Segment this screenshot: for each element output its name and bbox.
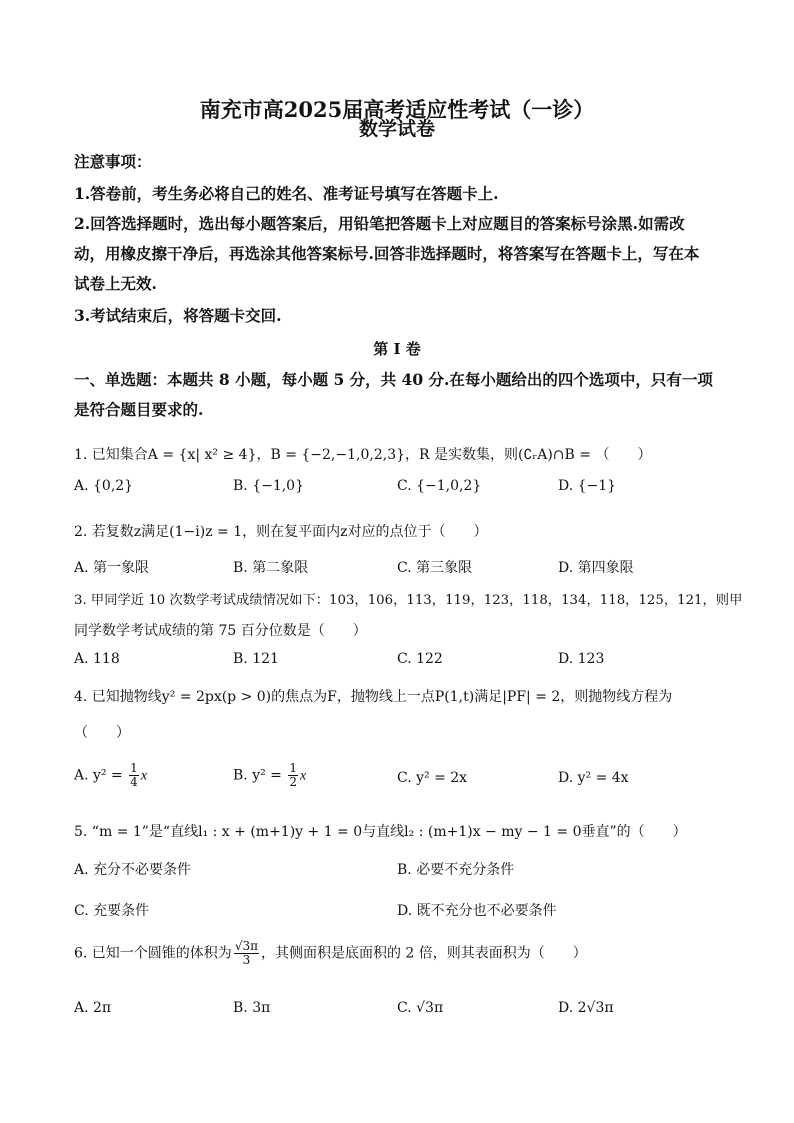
exam-subtitle: 数学试卷 (358, 118, 435, 140)
question-6-option-d[interactable]: D. 2√3π (558, 1000, 614, 1016)
question-1-option-a[interactable]: A. {0,2} (74, 478, 134, 494)
notes-heading: 注意事项： (74, 152, 152, 171)
question-2-stem: 2. 若复数z满足(1−i)z = 1，则在复平面内z对应的点位于（ ） (74, 524, 488, 540)
question-1-option-c[interactable]: C. {−1,0,2} (397, 478, 482, 494)
question-6-option-c[interactable]: C. √3π (397, 1000, 444, 1016)
section-1-heading-line-1: 一、单选题：本题共 8 小题，每小题 5 分，共 40 分.在每小题给出的四个选项中，只有一项 (74, 370, 713, 389)
question-6-stem-pre: 6. 已知一个圆锥的体积为 (74, 945, 232, 962)
question-6-stem-post: ，其侧面积是底面积的 2 倍，则其表面积为（ ） (260, 945, 587, 962)
question-5-option-a[interactable]: A. 充分不必要条件 (74, 862, 192, 878)
question-2-option-c[interactable]: C. 第三象限 (397, 560, 473, 576)
question-6-option-a[interactable]: A. 2π (74, 1000, 112, 1016)
question-5-stem: 5. “m = 1”是“直线l₁ : x + (m+1)y + 1 = 0与直线l₂ : (m+1)x − my − 1 = 0垂直”的（ ） (74, 824, 687, 840)
question-1-stem: 1. 已知集合A = {x| x² ≥ 4}，B = {−2,−1,0,2,3}，R 是实数集，则(∁ᵣA)∩B = （ ） (74, 447, 652, 463)
question-4-option-c[interactable]: C. y² = 2x (397, 770, 468, 786)
section-1-heading-line-2: 是符合题目要求的. (74, 400, 204, 419)
variable-x: x (140, 768, 148, 784)
question-5-option-c[interactable]: C. 充要条件 (74, 903, 150, 919)
question-2-option-a[interactable]: A. 第一象限 (74, 560, 150, 576)
question-2-option-b[interactable]: B. 第二象限 (233, 560, 309, 576)
part-label: 第 I 卷 (373, 340, 421, 358)
note-3: 3.考试结束后，将答题卡交回. (74, 306, 282, 325)
fraction-denominator: 3 (242, 953, 251, 967)
note-2-line-3: 试卷上无效. (74, 274, 157, 293)
exam-title: 南充市高2025届高考适应性考试（一诊） (199, 97, 595, 122)
question-1-option-d[interactable]: D. {−1} (558, 478, 617, 494)
fraction-denominator: 4 (130, 775, 138, 789)
question-1-option-b[interactable]: B. {−1,0} (233, 478, 304, 494)
question-4-option-b-text: B. y² = (233, 767, 287, 784)
question-3-option-d[interactable]: D. 123 (558, 651, 605, 667)
question-3-option-c[interactable]: C. 122 (397, 651, 443, 667)
question-4-option-a-text: A. y² = (74, 767, 128, 784)
fraction-one-quarter (129, 762, 139, 789)
note-2-line-2: 动，用橡皮擦干净后，再选涂其他答案标号.回答非选择题时，将答案写在答题卡上，写在本 (74, 244, 700, 263)
question-4-option-d[interactable]: D. y² = 4x (558, 770, 629, 786)
question-4-option-b[interactable] (233, 762, 306, 789)
question-3-stem-line-1: 3. 甲同学近 10 次数学考试成绩情况如下：103，106，113，119，123，118，134，118，125，121，则甲 (74, 593, 743, 608)
question-4-stem-line-1: 4. 已知抛物线y² = 2px(p > 0)的焦点为F，抛物线上一点P(1,t)满足|PF| = 2，则抛物线方程为 (74, 689, 673, 705)
variable-x: x (299, 768, 307, 784)
question-6-option-b[interactable]: B. 3π (233, 1000, 271, 1016)
question-2-option-d[interactable]: D. 第四象限 (558, 560, 634, 576)
fraction-denominator: 2 (289, 775, 297, 789)
fraction-one-half (288, 762, 298, 789)
question-4-option-a[interactable] (74, 762, 147, 789)
question-3-option-b[interactable]: B. 121 (233, 651, 279, 667)
question-5-option-b[interactable]: B. 必要不充分条件 (397, 862, 515, 878)
fraction-numerator: 1 (130, 761, 138, 775)
question-6-stem (74, 940, 587, 967)
question-4-stem-line-2: （ ） (74, 725, 130, 741)
question-3-option-a[interactable]: A. 118 (74, 651, 120, 667)
note-2-line-1: 2.回答选择题时，选出每小题答案后，用铅笔把答题卡上对应题目的答案标号涂黑.如需改 (74, 214, 685, 233)
note-1: 1.答卷前，考生务必将自己的姓名、准考证号填写在答题卡上. (74, 184, 499, 203)
question-5-option-d[interactable]: D. 既不充分也不必要条件 (397, 903, 557, 919)
fraction-numerator: 1 (289, 761, 297, 775)
fraction-volume (234, 940, 259, 967)
fraction-numerator: √3π (234, 939, 258, 953)
question-3-stem-line-2: 同学数学考试成绩的第 75 百分位数是（ ） (74, 623, 367, 639)
